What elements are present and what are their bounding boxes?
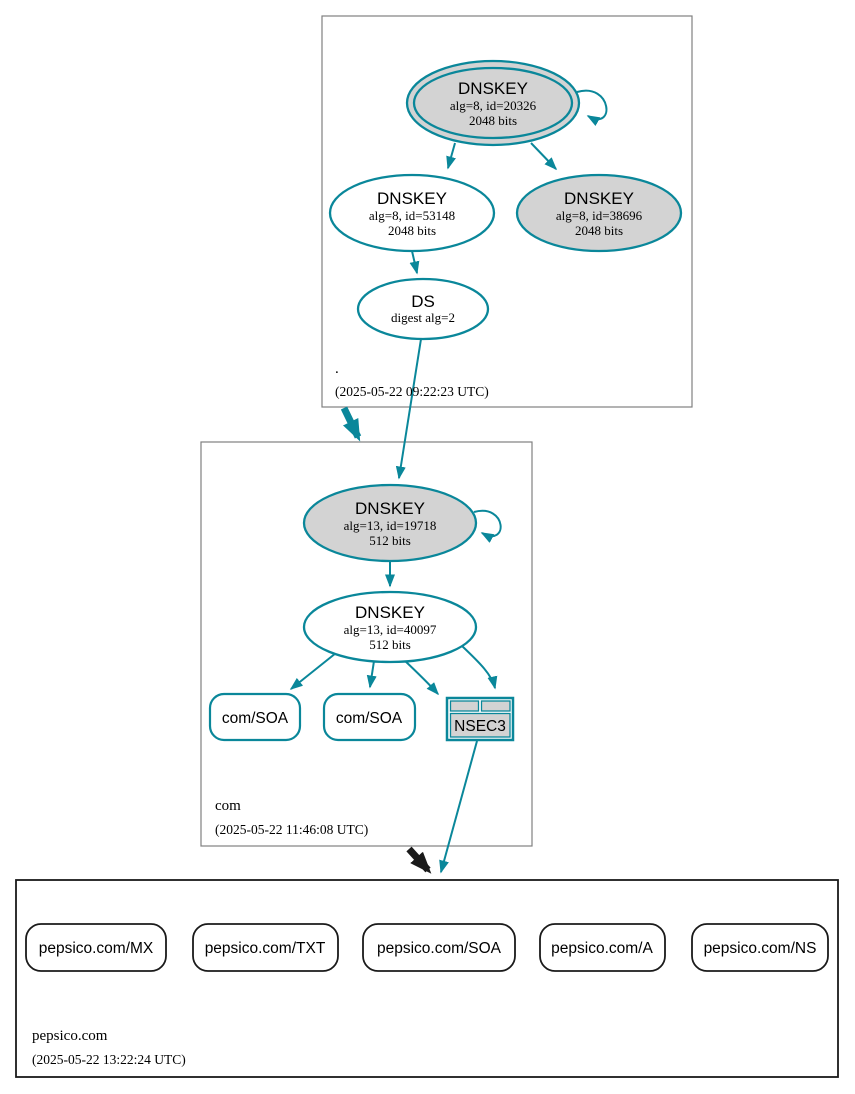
node-ds-detail1: digest alg=2 (390, 310, 456, 325)
node-pepsico-soa[interactable] (363, 924, 515, 971)
zone-timestamp-pepsico: (2025-05-22 13:22:24 UTC) (32, 1052, 186, 1067)
node-dnskey-40097-detail1: alg=13, id=40097 (343, 622, 437, 637)
node-dnskey-53148-detail2: 2048 bits (387, 223, 437, 238)
edge-root-zsk-to-ds (412, 251, 417, 273)
node-dnskey-20326-detail1: alg=8, id=20326 (449, 98, 537, 113)
node-dnskey-38696-detail1: alg=8, id=38696 (555, 208, 643, 223)
node-com-soa-1-label: com/SOA (221, 710, 289, 727)
node-dnskey-38696-detail2: 2048 bits (574, 223, 624, 238)
node-dnskey-53148-detail1: alg=8, id=53148 (368, 208, 456, 223)
node-nsec3-label: NSEC3 (454, 718, 506, 735)
node-dnskey-38696[interactable] (517, 175, 681, 251)
zone-label-com: com (215, 798, 241, 814)
node-pepsico-a-label: pepsico.com/A (551, 940, 653, 957)
edge-nsec3-to-pepsico-zone (441, 741, 477, 872)
edge-ds-to-com-ksk (399, 339, 421, 478)
node-ds-root[interactable] (358, 279, 488, 339)
zone-label-root: . (335, 361, 339, 377)
node-dnskey-53148-title: DNSKEY (377, 189, 447, 208)
node-dnskey-19718-title: DNSKEY (355, 499, 425, 518)
edge-root-ksk-to-zsk (448, 143, 455, 168)
node-dnskey-20326[interactable] (407, 61, 579, 145)
node-pepsico-mx-label: pepsico.com/MX (38, 940, 154, 957)
zone-timestamp-root: (2025-05-22 09:22:23 UTC) (335, 384, 489, 399)
node-dnskey-20326-detail2: 2048 bits (468, 113, 518, 128)
node-pepsico-mx[interactable] (26, 924, 166, 971)
node-pepsico-txt-label: pepsico.com/TXT (204, 940, 326, 957)
edge-com-zsk-to-nsec3-left (403, 659, 438, 694)
node-com-soa-1[interactable] (210, 694, 300, 740)
node-nsec3[interactable] (447, 698, 513, 740)
edge-com-zsk-to-soa1 (291, 653, 336, 689)
node-dnskey-19718-detail2: 512 bits (369, 533, 411, 548)
node-com-soa-2[interactable] (324, 694, 415, 740)
node-com-soa-2-label: com/SOA (335, 710, 403, 727)
edge-com-zsk-to-nsec3-right (462, 646, 495, 688)
node-pepsico-a[interactable] (540, 924, 665, 971)
edge-com-zsk-to-soa2 (370, 661, 374, 687)
node-dnskey-19718[interactable] (304, 485, 476, 561)
node-pepsico-ns-label: pepsico.com/NS (703, 940, 817, 957)
node-pepsico-ns[interactable] (692, 924, 828, 971)
zone-label-pepsico: pepsico.com (32, 1028, 108, 1044)
node-ds-title: DS (411, 292, 435, 311)
edge-com-ksk-selfloop (474, 511, 501, 536)
node-dnskey-53148[interactable] (330, 175, 494, 251)
node-pepsico-soa-label: pepsico.com/SOA (376, 940, 502, 957)
node-dnskey-40097-title: DNSKEY (355, 603, 425, 622)
edge-insecure-delegation-com-to-pepsico (409, 849, 428, 870)
zone-box-pepsico (16, 880, 838, 1077)
edge-root-ksk-to-key2 (531, 143, 556, 169)
node-dnskey-40097[interactable] (304, 592, 476, 662)
node-pepsico-txt[interactable] (193, 924, 338, 971)
edge-root-ksk-selfloop (577, 91, 606, 120)
node-dnskey-38696-title: DNSKEY (564, 189, 634, 208)
zone-timestamp-com: (2025-05-22 11:46:08 UTC) (215, 822, 369, 837)
node-dnskey-19718-detail1: alg=13, id=19718 (343, 518, 437, 533)
node-dnskey-20326-title: DNSKEY (458, 79, 528, 98)
node-dnskey-40097-detail2: 512 bits (369, 637, 411, 652)
edge-secure-delegation-root-to-com (344, 408, 358, 437)
